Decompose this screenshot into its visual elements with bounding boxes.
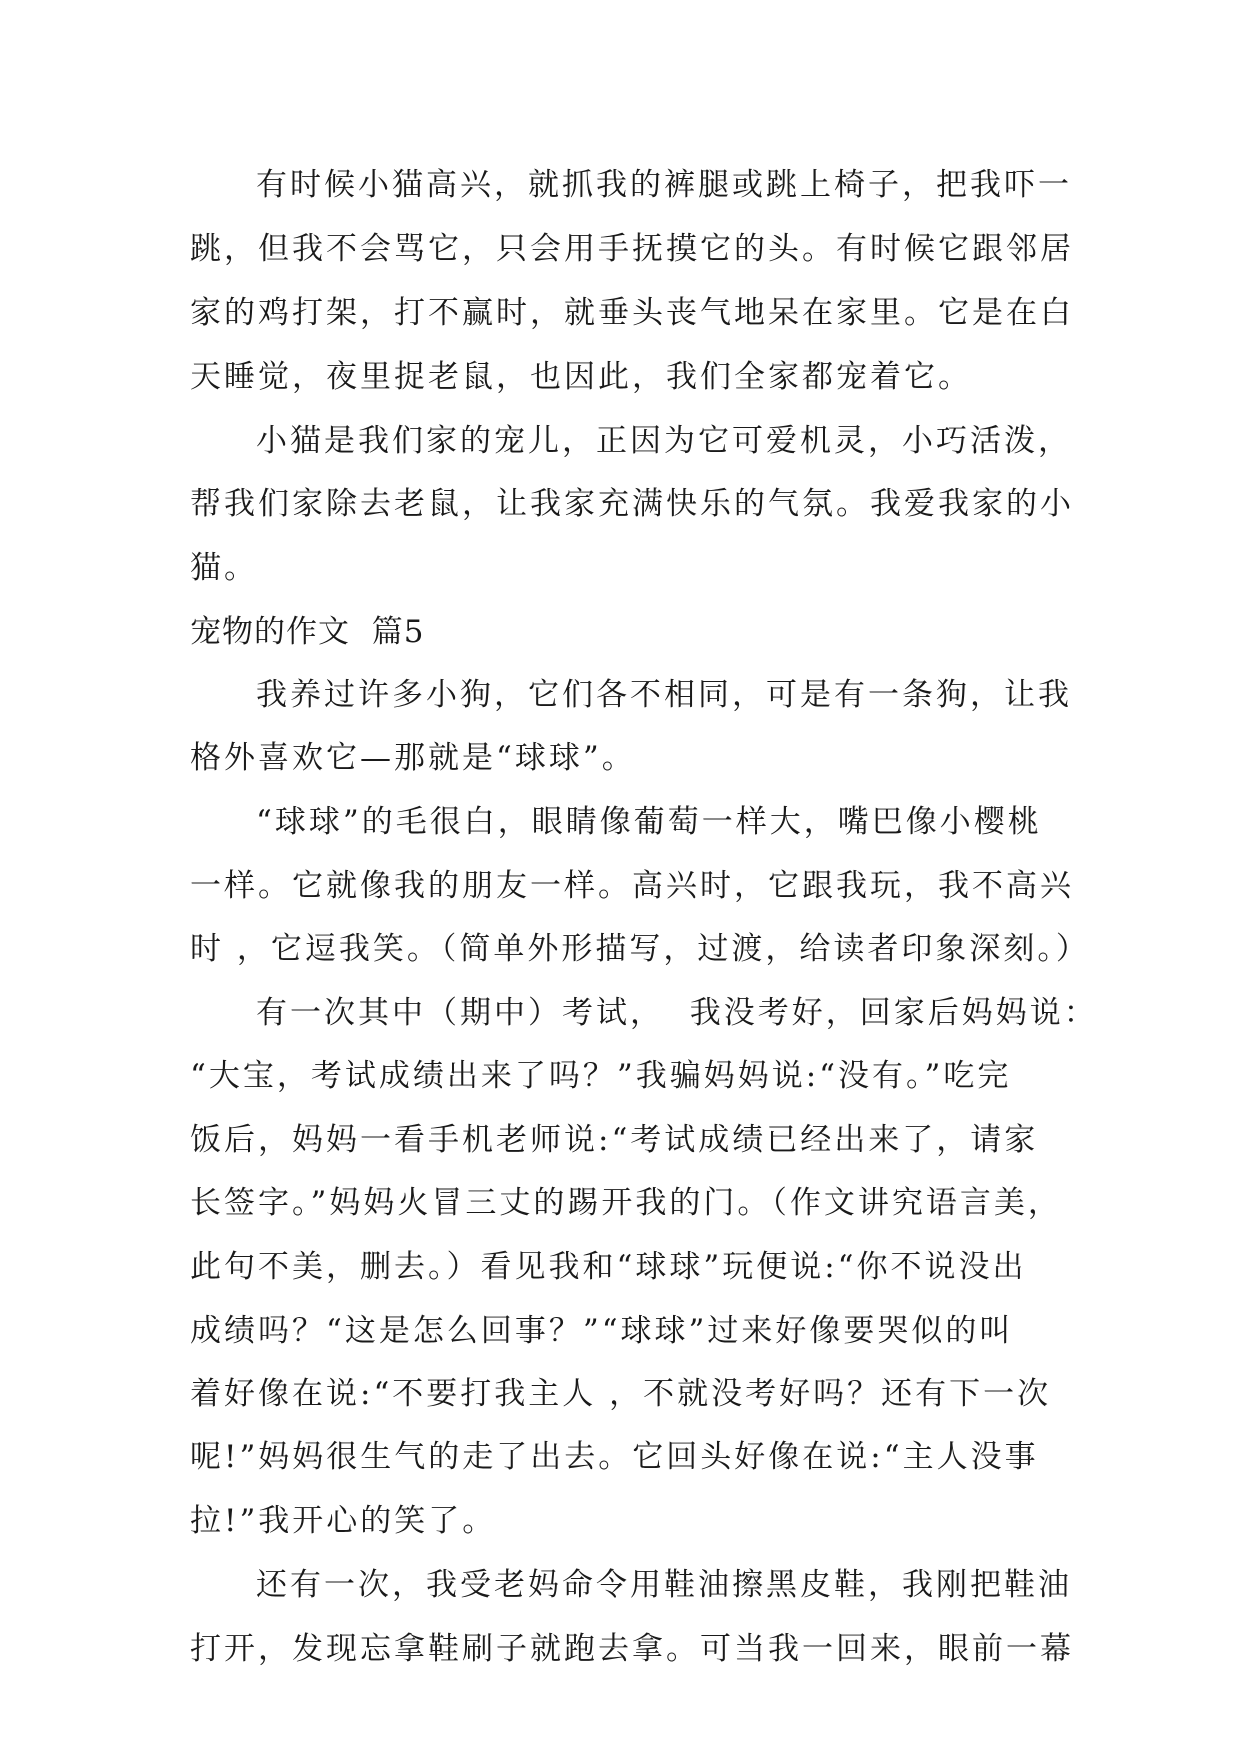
text-line: 此句不美，删去。）看见我和“球球”玩便说:“你不说没出 (190, 1249, 1027, 1285)
text-line: 小猫是我们家的宠儿，正因为它可爱机灵，小巧活泼， (256, 423, 1072, 459)
text-line: 饭后，妈妈一看手机老师说:“考试成绩已经出来了，请家 (190, 1122, 1039, 1158)
text-line: “球球”的毛很白，眼睛像葡萄一样大，嘴巴像小樱桃 (256, 804, 1042, 840)
text-line: 家的鸡打架，打不赢时，就垂头丧气地呆在家里。它是在白 (190, 295, 1074, 331)
text-line: 还有一次，我受老妈命令用鞋油擦黑皮鞋，我刚把鞋油 (256, 1567, 1072, 1603)
text-line: 帮我们家除去老鼠，让我家充满快乐的气氛。我爱我家的小 (190, 486, 1074, 522)
text-line: 成绩吗？“这是怎么回事？”“球球”过来好像要哭似的叫 (190, 1313, 1014, 1349)
text-line: 天睡觉，夜里捉老鼠，也因此，我们全家都宠着它。 (190, 359, 972, 395)
text-line: 格外喜欢它—那就是“球球”。 (190, 740, 636, 776)
text-line: 有一次其中（期中）考试， 我没考好，回家后妈妈说： (256, 995, 1098, 1031)
text-line: 时 ，它逗我笑。（简单外形描写，过渡，给读者印象深刻。） (190, 931, 1090, 967)
text-line: 猫。 (190, 550, 258, 586)
text-line: 我养过许多小狗，它们各不相同，可是有一条狗，让我 (256, 677, 1072, 713)
text-line: 跳，但我不会骂它，只会用手抚摸它的头。有时候它跟邻居 (190, 231, 1074, 267)
text-line: 着好像在说:“不要打我主人 ，不就没考好吗？还有下一次 (190, 1376, 1052, 1412)
text-line: 一样。它就像我的朋友一样。高兴时，它跟我玩，我不高兴 (190, 868, 1074, 904)
text-line: “大宝，考试成绩出来了吗？”我骗妈妈说:“没有。”吃完 (190, 1058, 1012, 1094)
text-line: 打开，发现忘拿鞋刷子就跑去拿。可当我一回来，眼前一幕 (190, 1631, 1074, 1667)
section-heading: 宠物的作文 篇5 (190, 614, 425, 650)
text-line: 拉!”我开心的笑了。 (190, 1503, 497, 1539)
text-line: 呢!”妈妈很生气的走了出去。它回头好像在说:“主人没事 (190, 1439, 1039, 1475)
text-line: 有时候小猫高兴，就抓我的裤腿或跳上椅子，把我吓一 (256, 167, 1072, 203)
text-line: 长签字。”妈妈火冒三丈的踢开我的门。（作文讲究语言美， (190, 1185, 1062, 1221)
